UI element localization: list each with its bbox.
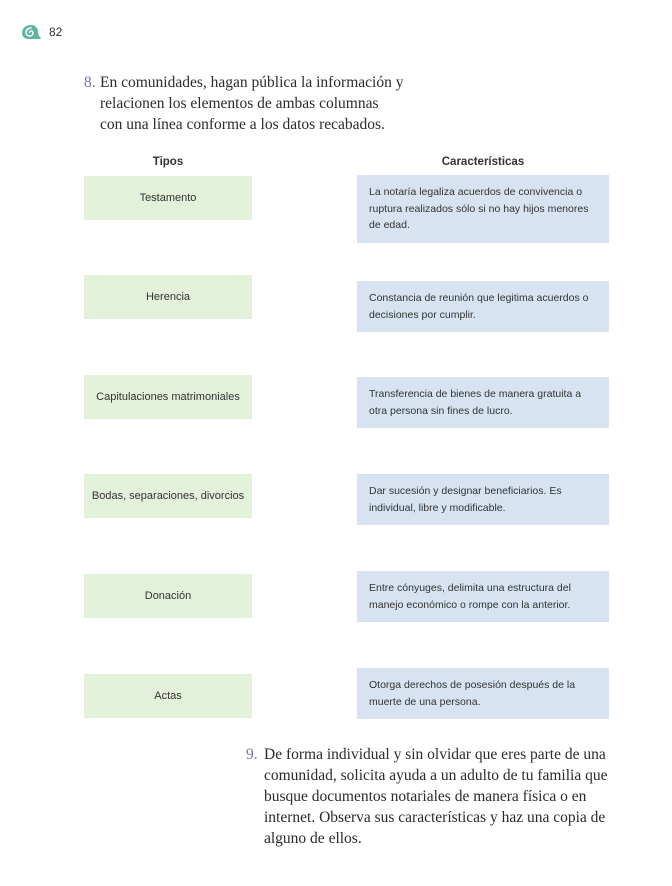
characteristic-box[interactable]: Entre cónyuges, delimita una estructura del manejo económico o rompe con la anterior. — [357, 571, 609, 622]
question-text: De forma individual y sin olvidar que eres parte de una comunidad, solicita ayuda a un adulto de tu familia que busque documentos notariales de manera física o en internet. Observa sus características y haz una copia de alguno de ellos. — [264, 746, 608, 847]
type-box-actas[interactable]: Actas — [84, 674, 252, 718]
snail-icon — [20, 22, 42, 42]
characteristic-box[interactable]: Dar sucesión y designar beneficiarios. Es individual, libre y modificable. — [357, 474, 609, 525]
characteristic-box[interactable]: Constancia de reunión que legitima acuerdos o decisiones por cumplir. — [357, 281, 609, 332]
page-header — [20, 22, 62, 42]
question-8 — [84, 72, 404, 135]
characteristic-box[interactable]: Transferencia de bienes de manera gratuita a otra persona sin fines de lucro. — [357, 377, 609, 428]
characteristic-box[interactable]: La notaría legaliza acuerdos de convivencia o ruptura realizados sólo si no hay hijos menores de edad. — [357, 175, 609, 243]
question-number: 9. — [246, 746, 258, 763]
question-9 — [246, 744, 626, 849]
type-box-herencia[interactable]: Herencia — [84, 275, 252, 319]
page-number: 82 — [49, 25, 63, 39]
type-box-donacion[interactable]: Donación — [84, 574, 252, 618]
type-box-capitulaciones[interactable]: Capitulaciones matrimoniales — [84, 375, 252, 419]
question-number: 8. — [84, 74, 96, 91]
characteristic-box[interactable]: Otorga derechos de posesión después de la muerte de una persona. — [357, 668, 609, 719]
question-text: En comunidades, hagan pública la información y relacionen los elementos de ambas columnas con una línea conforme a los datos recabados. — [100, 74, 404, 133]
type-box-testamento[interactable]: Testamento — [84, 176, 252, 220]
types-column-header: Tipos — [152, 156, 184, 168]
characteristics-column-header: Características — [441, 156, 525, 168]
type-box-bodas[interactable]: Bodas, separaciones, divorcios — [84, 474, 252, 518]
